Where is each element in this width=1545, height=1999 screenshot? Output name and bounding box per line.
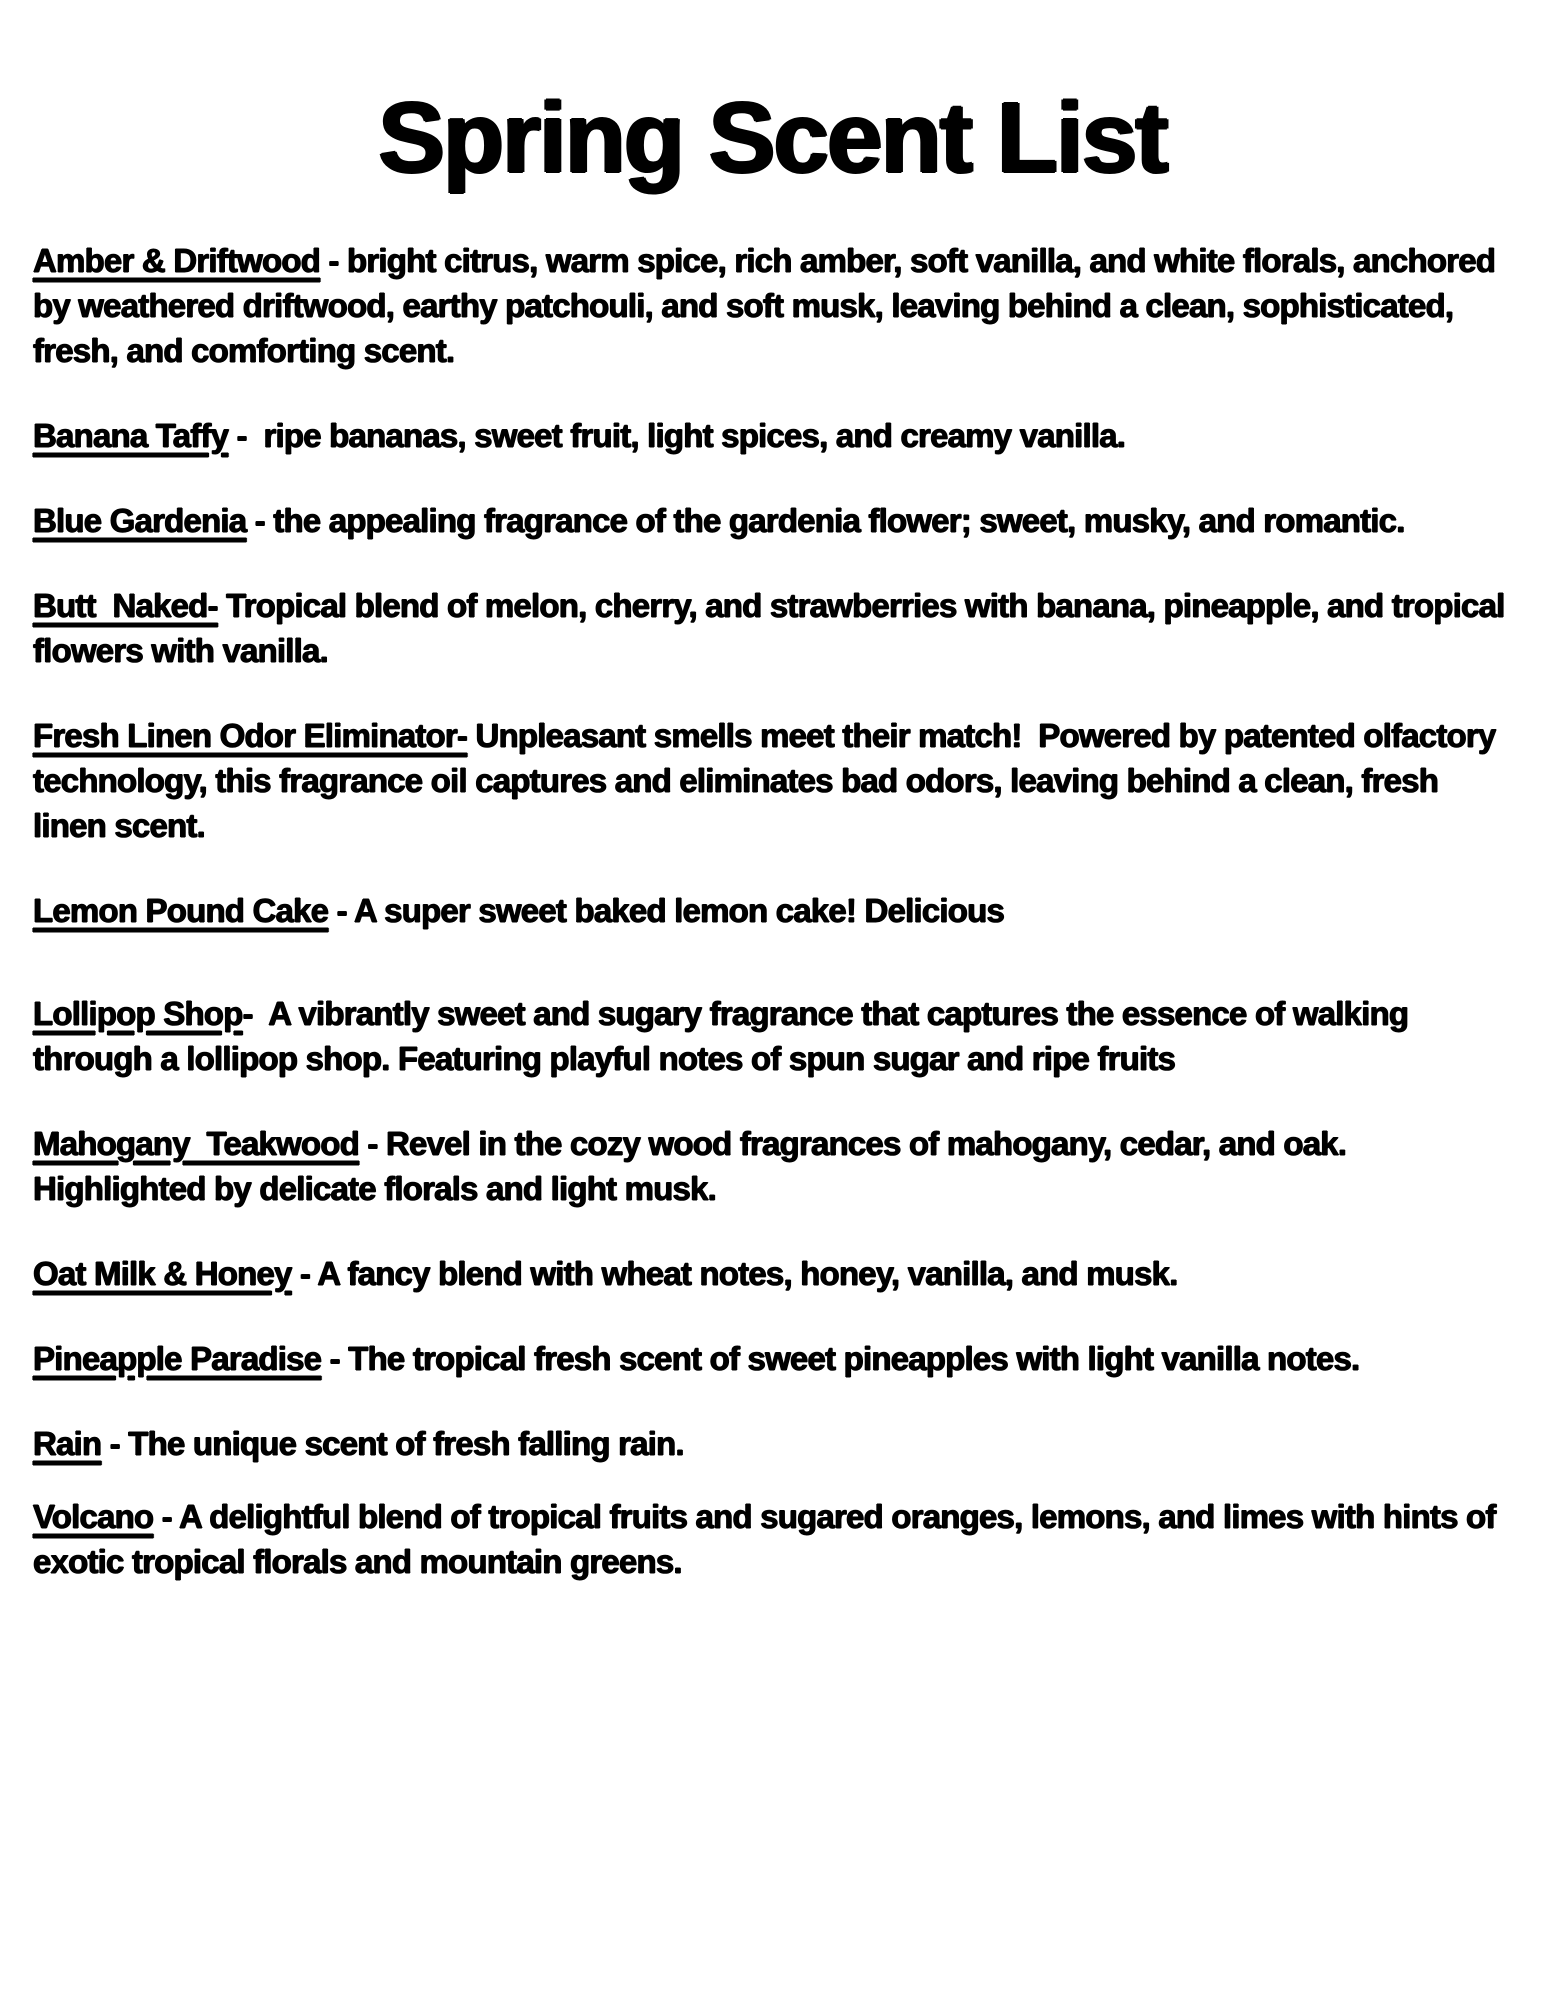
scent-item bbox=[33, 888, 1505, 933]
scent-separator: - bbox=[242, 995, 269, 1032]
scent-separator: - bbox=[228, 417, 264, 454]
page-title: Spring Scent List bbox=[378, 82, 1167, 194]
scent-list bbox=[33, 238, 1513, 1584]
scent-item bbox=[33, 413, 1505, 458]
scent-description: A vibrantly sweet and sugary fragrance that captures the essence of walking through a lollipop shop. Featuring playful notes of spun sugar and ripe fruits bbox=[33, 995, 1417, 1077]
scent-item bbox=[33, 1251, 1505, 1296]
scent-name: Rain bbox=[33, 1425, 102, 1462]
scent-description: A super sweet baked lemon cake! Delicious bbox=[353, 892, 1005, 929]
scent-description: A delightful blend of tropical fruits and sugared oranges, lemons, and limes with hints of exotic tropical florals and mountain greens. bbox=[33, 1498, 1504, 1580]
scent-description: A fancy blend with wheat notes, honey, vanilla, and musk. bbox=[317, 1255, 1178, 1292]
scent-item bbox=[33, 498, 1505, 543]
scent-description: the appealing fragrance of the gardenia flower; sweet, musky, and romantic. bbox=[273, 502, 1405, 539]
scent-description: The unique scent of fresh falling rain. bbox=[128, 1425, 684, 1462]
scent-name: Blue Gardenia bbox=[33, 502, 247, 539]
scent-description: Tropical blend of melon, cherry, and strawberries with banana, pineapple, and tropical flowers with vanilla. bbox=[33, 587, 1513, 669]
scent-separator: - bbox=[359, 1125, 386, 1162]
scent-name: Oat Milk & Honey bbox=[33, 1255, 292, 1292]
scent-separator: - bbox=[291, 1255, 318, 1292]
scent-separator: - bbox=[320, 242, 347, 279]
scent-description: The tropical fresh scent of sweet pineapples with light vanilla notes. bbox=[348, 1340, 1360, 1377]
scent-separator bbox=[218, 587, 226, 624]
scent-item bbox=[33, 238, 1505, 373]
scent-item bbox=[33, 1121, 1505, 1211]
scent-name: Volcano bbox=[33, 1498, 154, 1535]
scent-separator: - bbox=[246, 502, 274, 539]
scent-name: Amber & Driftwood bbox=[33, 242, 321, 279]
scent-item bbox=[33, 583, 1513, 673]
scent-name: Butt Naked- bbox=[33, 587, 218, 624]
scent-description: Revel in the cozy wood fragrances of mahogany, cedar, and oak. Highlighted by delicate florals and light musk. bbox=[33, 1125, 1355, 1207]
scent-name: Lollipop Shop bbox=[33, 995, 243, 1032]
scent-description: bright citrus, warm spice, rich amber, soft vanilla, and white florals, anchored by weathered driftwood, earthy patchouli, and soft musk, leaving behind a clean, sophisticated, fresh, and comforting scent. bbox=[33, 242, 1504, 369]
scent-name: Mahogany Teakwood bbox=[33, 1125, 360, 1162]
scent-item bbox=[33, 991, 1505, 1081]
scent-name: Lemon Pound Cake bbox=[33, 892, 329, 929]
scent-description: ripe bananas, sweet fruit, light spices, and creamy vanilla. bbox=[263, 417, 1126, 454]
scent-description: Unpleasant smells meet their match! Powered by patented olfactory technology, this fragrance oil captures and eliminates bad odors, leaving behind a clean, fresh linen scent. bbox=[33, 717, 1504, 844]
scent-separator: - bbox=[101, 1425, 129, 1462]
scent-item bbox=[33, 1336, 1505, 1381]
scent-separator: - bbox=[153, 1498, 180, 1535]
scent-item bbox=[33, 1421, 1505, 1466]
scent-name: Banana Taffy bbox=[33, 417, 229, 454]
scent-item bbox=[33, 713, 1505, 848]
scent-name: Pineapple Paradise bbox=[33, 1340, 322, 1377]
scent-item bbox=[33, 1494, 1505, 1584]
scent-separator: - bbox=[321, 1340, 349, 1377]
scent-separator bbox=[467, 717, 475, 754]
scent-separator: - bbox=[328, 892, 354, 929]
scent-name: Fresh Linen Odor Eliminator- bbox=[33, 717, 468, 754]
